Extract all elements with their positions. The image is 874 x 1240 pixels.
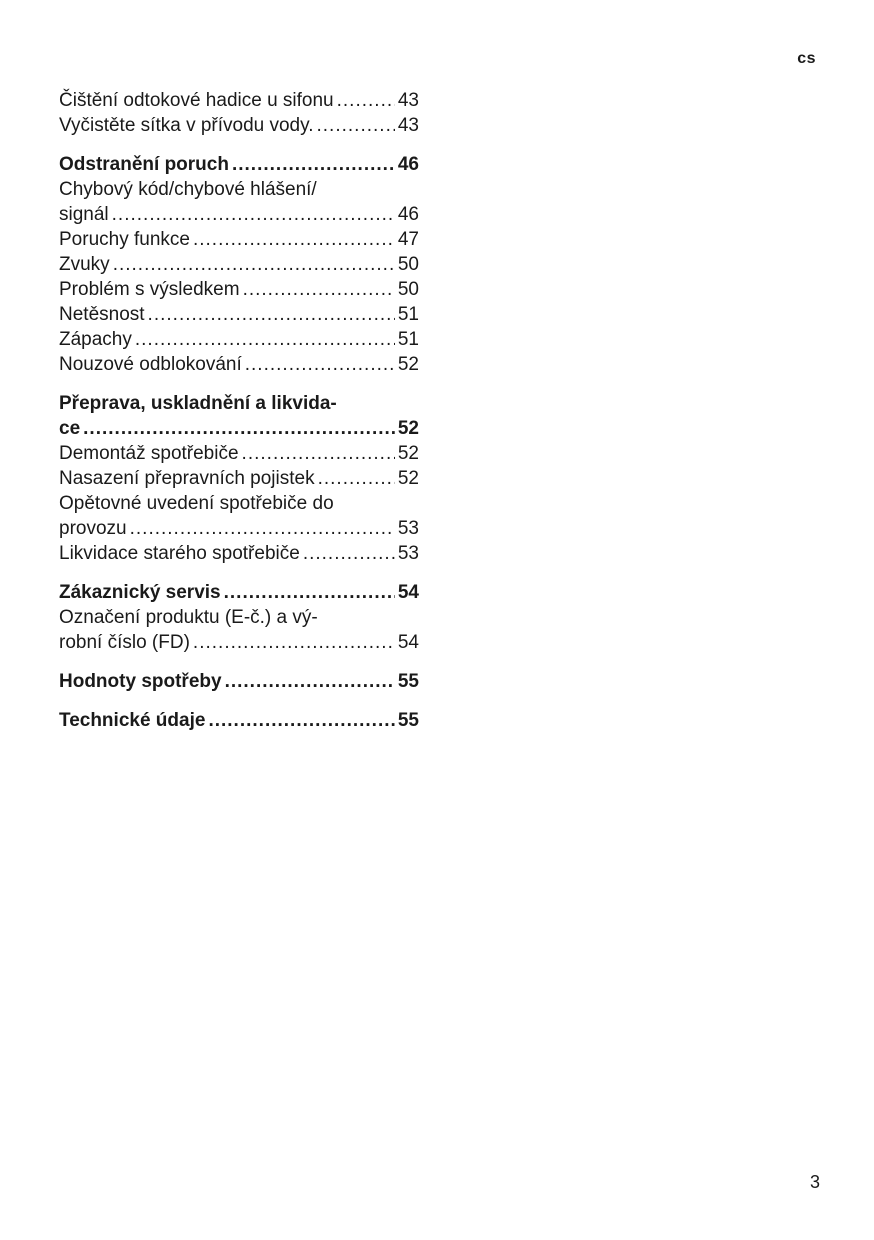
toc-dot-leader bbox=[130, 516, 395, 541]
toc-dot-leader bbox=[337, 88, 395, 113]
toc-entry-label: Odstranění poruch bbox=[59, 154, 229, 175]
toc-page-number: 47 bbox=[397, 229, 419, 250]
toc-entry[interactable] bbox=[59, 441, 419, 466]
toc-dot-leader bbox=[225, 669, 395, 694]
toc-dot-leader bbox=[317, 113, 395, 138]
toc-entry-label: Problém s výsledkem bbox=[59, 279, 240, 300]
toc-entry-label: Likvidace starého spotřebiče bbox=[59, 543, 300, 564]
toc-entry-label-line1: Opětovné uvedení spotřebiče do bbox=[59, 493, 334, 514]
toc-page-number: 51 bbox=[397, 304, 419, 325]
toc-page-number: 55 bbox=[397, 671, 419, 692]
toc-entry[interactable] bbox=[59, 302, 419, 327]
toc-entry-label: Zápachy bbox=[59, 329, 132, 350]
toc-entry[interactable] bbox=[59, 227, 419, 252]
table-of-contents bbox=[59, 88, 419, 733]
toc-page-number: 52 bbox=[397, 418, 419, 439]
toc-entry[interactable] bbox=[59, 88, 419, 113]
toc-entry[interactable] bbox=[59, 541, 419, 566]
toc-entry-label: signál bbox=[59, 204, 109, 225]
toc-page-number: 50 bbox=[397, 254, 419, 275]
toc-entry[interactable] bbox=[59, 630, 419, 655]
toc-page-number: 52 bbox=[397, 443, 419, 464]
toc-dot-leader bbox=[135, 327, 395, 352]
toc-page-number: 54 bbox=[397, 632, 419, 653]
toc-page-number: 53 bbox=[397, 518, 419, 539]
toc-entry-label: Poruchy funkce bbox=[59, 229, 190, 250]
toc-dot-leader bbox=[224, 580, 395, 605]
toc-dot-leader bbox=[303, 541, 395, 566]
language-code: cs bbox=[797, 50, 816, 67]
toc-dot-leader bbox=[243, 277, 395, 302]
toc-entry-label: Zákaznický servis bbox=[59, 582, 221, 603]
toc-page-number: 50 bbox=[397, 279, 419, 300]
toc-dot-leader bbox=[242, 441, 395, 466]
toc-page-number: 43 bbox=[397, 115, 419, 136]
toc-dot-leader bbox=[83, 416, 395, 441]
toc-entry-label: Technické údaje bbox=[59, 710, 206, 731]
toc-page-number: 43 bbox=[397, 90, 419, 111]
toc-entry[interactable] bbox=[59, 352, 419, 377]
toc-entry[interactable] bbox=[59, 202, 419, 227]
toc-entry[interactable] bbox=[59, 516, 419, 541]
toc-entry-label: Hodnoty spotřeby bbox=[59, 671, 222, 692]
toc-dot-leader bbox=[208, 708, 394, 733]
toc-page-number: 52 bbox=[397, 468, 419, 489]
toc-dot-leader bbox=[193, 630, 395, 655]
toc-dot-leader bbox=[193, 227, 395, 252]
toc-entry-label: Netěsnost bbox=[59, 304, 145, 325]
toc-page-number: 51 bbox=[397, 329, 419, 350]
toc-page-number: 46 bbox=[397, 204, 419, 225]
toc-entry-label-line1: Označení produktu (E-č.) a vý- bbox=[59, 607, 318, 628]
toc-page-number: 55 bbox=[397, 710, 419, 731]
toc-section-heading-line1: Přeprava, uskladnění a likvida- bbox=[59, 393, 337, 414]
toc-entry[interactable] bbox=[59, 252, 419, 277]
toc-section-heading[interactable] bbox=[59, 416, 419, 441]
toc-section-heading[interactable] bbox=[59, 708, 419, 733]
toc-entry[interactable] bbox=[59, 327, 419, 352]
toc-dot-leader bbox=[232, 152, 395, 177]
toc-dot-leader bbox=[318, 466, 395, 491]
toc-page-number: 46 bbox=[397, 154, 419, 175]
toc-entry-label: ce bbox=[59, 418, 81, 439]
toc-entry-label: Nasazení přepravních pojistek bbox=[59, 468, 315, 489]
toc-entry-label-line1: Chybový kód/chybové hlášení/ bbox=[59, 179, 317, 200]
toc-dot-leader bbox=[245, 352, 395, 377]
toc-section-heading[interactable] bbox=[59, 580, 419, 605]
toc-entry-label: Čištění odtokové hadice u sifonu bbox=[59, 90, 334, 111]
toc-entry-label: provozu bbox=[59, 518, 127, 539]
toc-entry-label: Demontáž spotřebiče bbox=[59, 443, 239, 464]
toc-section-heading[interactable] bbox=[59, 152, 419, 177]
toc-entry-label: robní číslo (FD) bbox=[59, 632, 190, 653]
toc-dot-leader bbox=[112, 202, 395, 227]
toc-entry[interactable] bbox=[59, 113, 419, 138]
toc-entry[interactable] bbox=[59, 277, 419, 302]
toc-page-number: 52 bbox=[397, 354, 419, 375]
toc-page-number: 54 bbox=[397, 582, 419, 603]
toc-dot-leader bbox=[148, 302, 395, 327]
toc-page-number: 53 bbox=[397, 543, 419, 564]
page-number: 3 bbox=[809, 1172, 820, 1192]
toc-entry-label: Zvuky bbox=[59, 254, 110, 275]
toc-dot-leader bbox=[113, 252, 395, 277]
toc-entry-label: Vyčistěte sítka v přívodu vody. bbox=[59, 115, 314, 136]
toc-entry[interactable] bbox=[59, 466, 419, 491]
toc-section-heading[interactable] bbox=[59, 669, 419, 694]
toc-entry-label: Nouzové odblokování bbox=[59, 354, 242, 375]
